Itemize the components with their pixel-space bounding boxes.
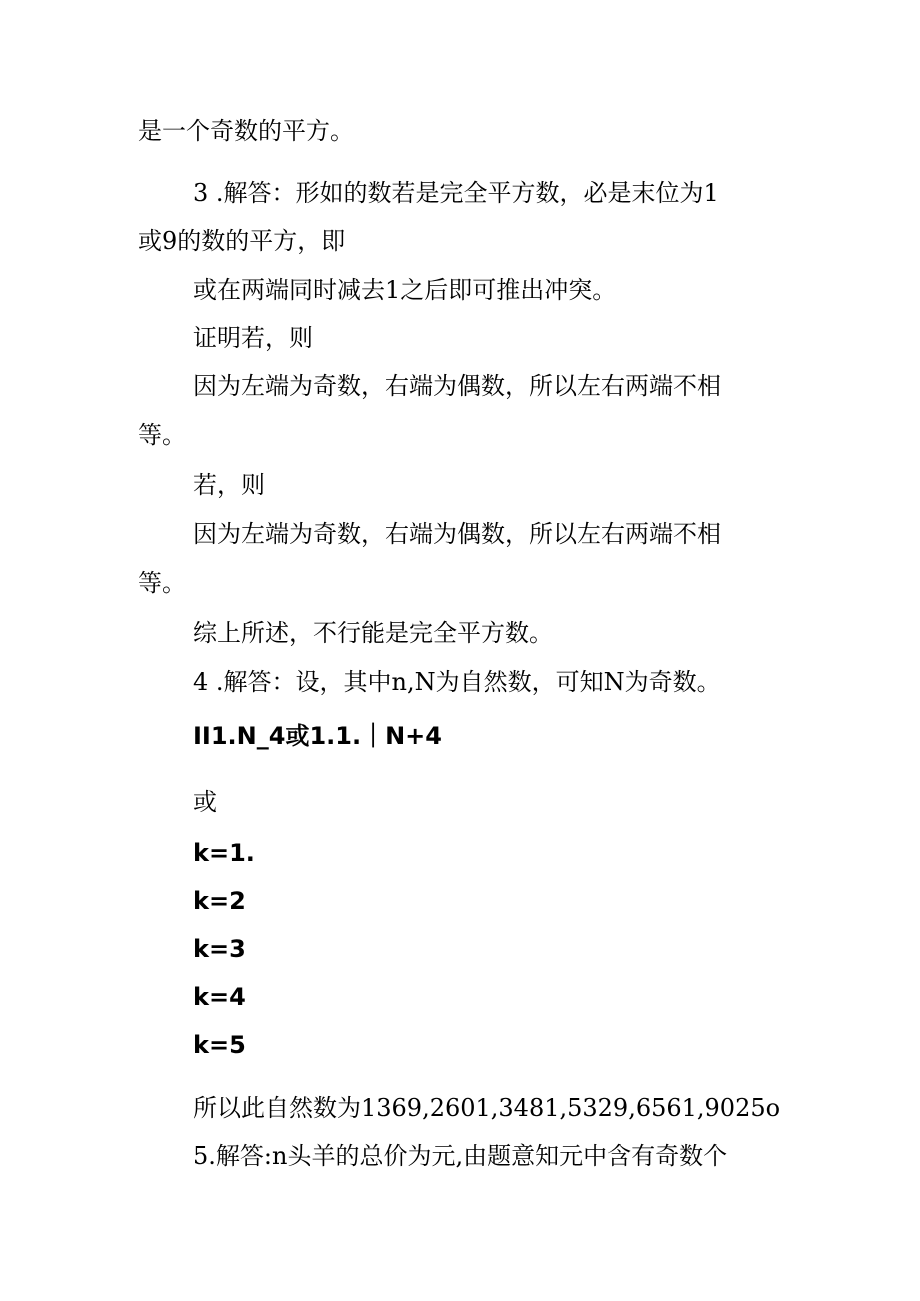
text-line: 4 .解答：设，其中n,N为自然数，可知N为奇数。 [193, 668, 721, 696]
text-line: 或9的数的平方，即 [138, 227, 346, 255]
case-line: k=2 [193, 887, 246, 915]
text-line: 是一个奇数的平方。 [138, 117, 354, 145]
case-line: k=1. [193, 839, 255, 867]
case-line: k=5 [193, 1031, 246, 1059]
text-line: 所以此自然数为1369,2601,3481,5329,6561,9025o [193, 1094, 781, 1122]
text-line: 等。 [138, 569, 186, 597]
text-line: 5.解答:n头羊的总价为元,由题意知元中含有奇数个 [193, 1142, 728, 1170]
text-line: 或 [193, 788, 217, 816]
text-line: 若，则 [193, 471, 265, 499]
text-line: 因为左端为奇数，右端为偶数，所以左右两端不相 [193, 520, 721, 548]
text-line: 综上所述，不行能是完全平方数。 [193, 619, 553, 647]
text-line: 或在两端同时减去1之后即可推出冲突。 [193, 276, 617, 304]
case-line: k=3 [193, 935, 246, 963]
text-line: 因为左端为奇数，右端为偶数，所以左右两端不相 [193, 372, 721, 400]
text-line: 等。 [138, 421, 186, 449]
text-line: 3 .解答：形如的数若是完全平方数，必是末位为1 [193, 179, 719, 207]
text-line: 证明若，则 [193, 324, 313, 352]
formula-line: II1.N_4或1.1.｜N+4 [193, 722, 442, 750]
case-line: k=4 [193, 983, 246, 1011]
